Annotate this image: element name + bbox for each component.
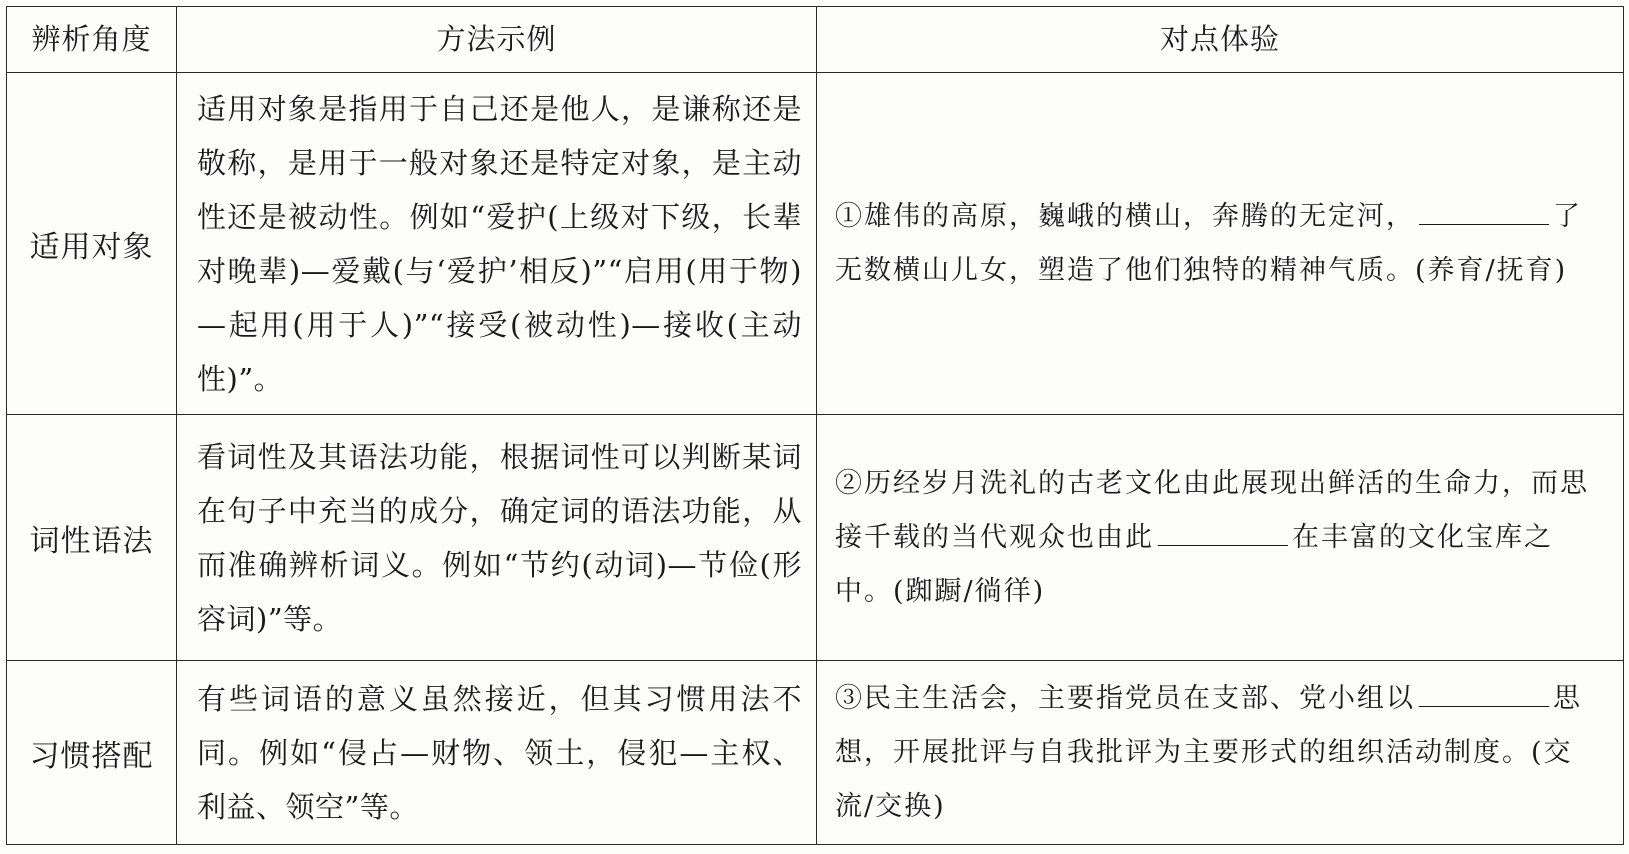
method-text: 看词性及其语法功能，根据词性可以判断某词在句子中充当的成分，确定词的语法功能，从而准确辨析词义。例如“节约(动词)—节俭(形容词)”等。 <box>177 415 817 661</box>
answer-blank <box>1419 676 1549 707</box>
table-header-row <box>7 7 1624 73</box>
word-analysis-table <box>6 6 1624 845</box>
header-practice: 对点体验 <box>817 7 1624 73</box>
row-label: 适用对象 <box>7 73 177 415</box>
table-row <box>7 73 1624 415</box>
practice-text-before: ②历经岁月洗礼的古老文化由此展现出鲜活的生命力，而思接千载的当代观众也由此 <box>835 467 1589 553</box>
practice-cell <box>817 73 1624 415</box>
practice-cell <box>817 415 1624 661</box>
practice-text-after: 了无数横山儿女，塑造了他们独特的精神气质。(养育/抚育) <box>835 200 1582 286</box>
header-angle: 辨析角度 <box>7 7 177 73</box>
practice-text-after: 思想，开展批评与自我批评为主要形式的组织活动制度。(交流/交换) <box>835 682 1582 822</box>
row-label: 习惯搭配 <box>7 661 177 845</box>
practice-text-before: ③民主生活会，主要指党员在支部、党小组以 <box>835 682 1415 714</box>
header-method: 方法示例 <box>177 7 817 73</box>
method-text: 适用对象是指用于自己还是他人，是谦称还是敬称，是用于一般对象还是特定对象，是主动性还是被动性。例如“爱护(上级对下级，长辈对晚辈)—爱戴(与‘爱护’相反)”“启用(用于物)—起用(用于人)”“接受(被动性)—接收(主动性)”。 <box>177 73 817 415</box>
answer-blank <box>1419 194 1549 225</box>
answer-blank <box>1158 515 1288 546</box>
row-label: 词性语法 <box>7 415 177 661</box>
method-text: 有些词语的意义虽然接近，但其习惯用法不同。例如“侵占—财物、领土，侵犯—主权、利益、领空”等。 <box>177 661 817 845</box>
practice-cell <box>817 661 1624 845</box>
table-row <box>7 415 1624 661</box>
practice-text-before: ①雄伟的高原，巍峨的横山，奔腾的无定河， <box>835 200 1415 232</box>
practice-text-after: 在丰富的文化宝库之中。(踟蹰/徜徉) <box>835 521 1553 607</box>
table-row <box>7 661 1624 845</box>
